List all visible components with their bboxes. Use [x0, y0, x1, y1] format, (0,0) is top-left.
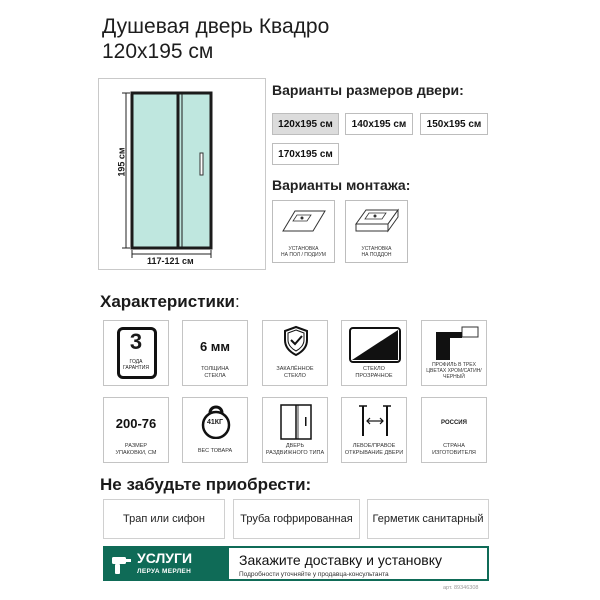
- spec-glass-thickness: [182, 320, 248, 386]
- spec-weight: [182, 397, 248, 463]
- sliding-door-label: ДВЕРЬ РАЗДВИЖНОГО ТИПА: [265, 443, 325, 456]
- weight-label: ВЕС ТОВАРА: [197, 448, 233, 454]
- services-banner[interactable]: [103, 546, 489, 581]
- buy-item-pipe[interactable]: Труба гофрированная: [233, 499, 360, 539]
- spec-sliding-door: [262, 397, 328, 463]
- package-size-value: 200-76: [115, 416, 157, 431]
- services-sub: ЛЕРУА МЕРЛЕН: [137, 568, 192, 575]
- specs-header: Характеристики:: [100, 292, 240, 311]
- size-option-140x195[interactable]: 140x195 см: [345, 113, 413, 135]
- shield-check-icon: [282, 325, 310, 357]
- services-brand: УСЛУГИ: [137, 550, 193, 566]
- buy-item-drain[interactable]: Трап или сифон: [103, 499, 225, 539]
- weight-value: 41КГ: [206, 419, 224, 426]
- size-option-150x195[interactable]: 150x195 см: [420, 113, 488, 135]
- sliding-door-icon: [278, 403, 314, 441]
- spec-profile-colors: [421, 320, 487, 386]
- country-value: РОССИЯ: [441, 420, 467, 426]
- buy-header: Не забудьте приобрести:: [100, 475, 312, 494]
- size-option-170x195[interactable]: 170x195 см: [272, 143, 339, 165]
- spec-reversible: [341, 397, 407, 463]
- spec-country: [421, 397, 487, 463]
- spec-package-size: [103, 397, 169, 463]
- spec-tempered-glass: [262, 320, 328, 386]
- glass-thickness-label: ТОЛЩИНА СТЕКЛА: [201, 366, 229, 379]
- services-brand-block: [105, 548, 229, 579]
- reversible-door-icon: [355, 404, 395, 438]
- mount-floor-label: УСТАНОВКА НА ПОЛ / ПОДИУМ: [281, 246, 326, 258]
- mount-option-floor[interactable]: [272, 200, 335, 263]
- transparent-glass-label: СТЕКЛО ПРОЗРАЧНОЕ: [355, 366, 393, 379]
- country-label: СТРАНА ИЗГОТОВИТЕЛЯ: [432, 443, 476, 456]
- size-option-120x195[interactable]: 120x195 см: [272, 113, 339, 135]
- profile-icon: [428, 324, 482, 362]
- height-dimension-label: 195 см: [116, 147, 127, 177]
- tempered-glass-label: ЗАКАЛЁННОЕ СТЕКЛО: [276, 366, 314, 379]
- package-size-label: РАЗМЕР УПАКОВКИ, СМ: [115, 443, 157, 456]
- spec-transparent-glass: [341, 320, 407, 386]
- mount-header: Варианты монтажа:: [272, 177, 411, 193]
- warranty-label: ГОДА ГАРАНТИЯ: [123, 359, 149, 371]
- article-number: арт. 89346308: [443, 585, 479, 591]
- page-title: [102, 14, 329, 64]
- sizes-header: Варианты размеров двери:: [272, 82, 464, 98]
- warranty-value: 3: [129, 329, 143, 354]
- banner-cta: Закажите доставку и установку: [239, 552, 443, 568]
- tray-mount-icon: [352, 207, 402, 237]
- spec-warranty: [103, 320, 169, 386]
- title-line-1: Душевая дверь Квадро: [102, 15, 330, 38]
- reversible-label: ЛЕВОЕ/ПРАВОЕ ОТКРЫВАНИЕ ДВЕРИ: [344, 443, 404, 456]
- mount-tray-label: УСТАНОВКА НА ПОДДОН: [361, 246, 392, 258]
- drill-icon: [110, 552, 132, 576]
- profile-colors-label: ПРОФИЛЬ В ТРЕХ ЦВЕТАХ ХРОМ/САТИН/ ЧЕРНЫЙ: [426, 362, 482, 380]
- buy-item-sealant[interactable]: Герметик санитарный: [367, 499, 489, 539]
- glass-pane-icon: [348, 326, 402, 364]
- mount-option-tray[interactable]: [345, 200, 408, 263]
- title-line-2: 120x195 см: [102, 40, 214, 63]
- width-dimension-label: 117-121 см: [147, 256, 194, 266]
- floor-mount-icon: [281, 207, 327, 235]
- door-diagram: [98, 78, 266, 270]
- banner-note: Подробности уточняйте у продавца-консультанта: [239, 571, 389, 578]
- glass-thickness-value: 6 мм: [199, 339, 231, 354]
